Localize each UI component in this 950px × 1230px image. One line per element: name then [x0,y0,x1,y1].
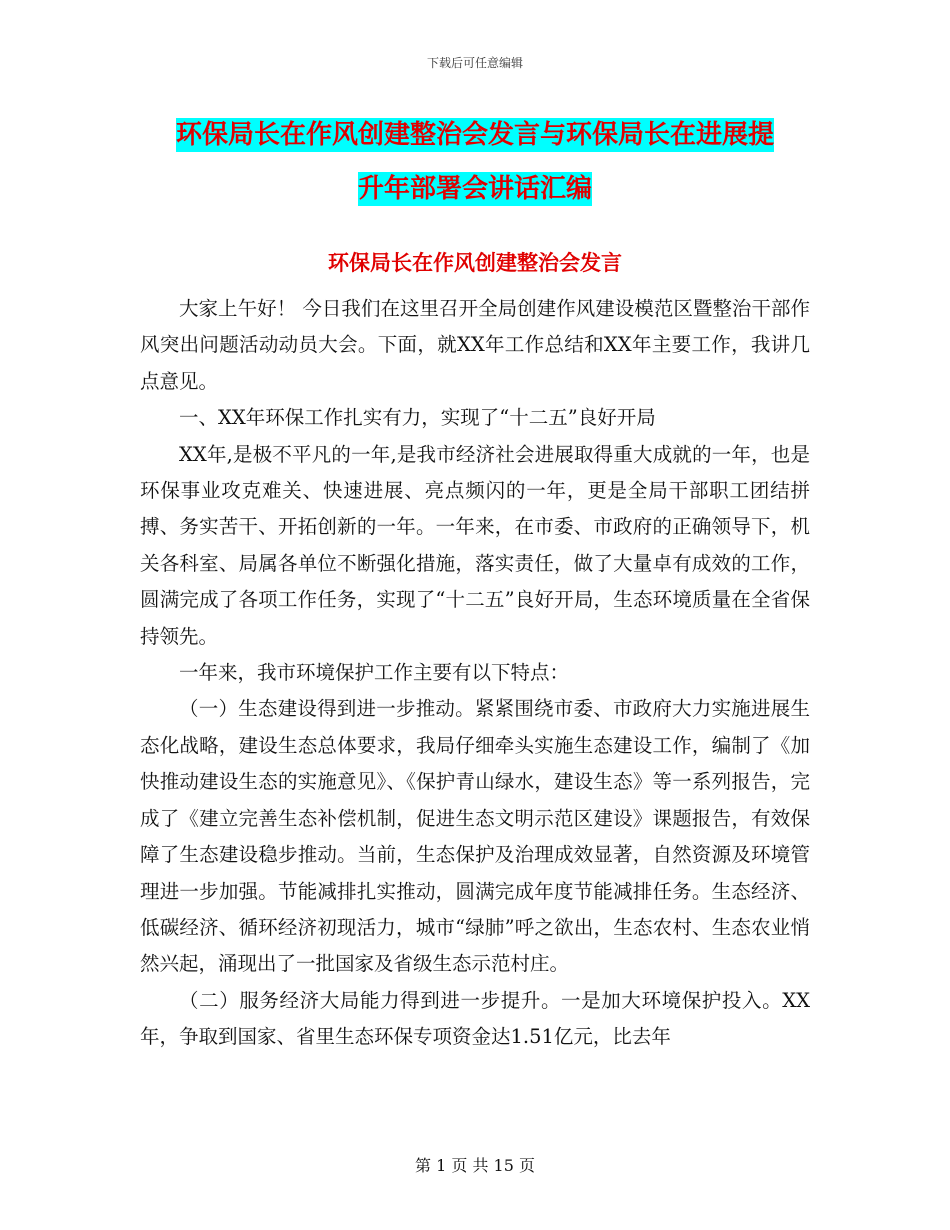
section-title: 环保局长在作风创建整治会发言 [328,251,622,275]
paragraph: XX年,是极不平凡的一年,是我市经济社会进展取得重大成就的一年，也是环保事业攻克难关、快速进展、亮点频闪的一年，更是全局干部职工团结拼搏、务实苦干、开拓创新的一年。一年来，在市委、市政府的正确领导下，机关各科室、局属各单位不断强化措施，落实责任，做了大量卓有成效的工作，圆满完成了各项工作任务，实现了“十二五”良好开局，生态环境质量在全省保持领先。 [140,442,810,648]
title-line-2: 升年部署会讲话汇编 [357,174,592,204]
paragraph: 大家上午好！ 今日我们在这里召开全局创建作风建设模范区暨整治干部作风突出问题活动动员大会。下面，就XX年工作总结和XX年主要工作，我讲几点意见。 [140,297,810,393]
document-body [140,291,810,1056]
title-line-1: 环保局长在作风创建整治会发言与环保局长在进展提 [175,120,774,150]
document-title [140,108,810,216]
paragraph: 一、XX年环保工作扎实有力，实现了“十二五”良好开局 [179,406,656,430]
page-footer: 第 1 页 共 15 页 [415,1156,535,1175]
paragraph: 一年来，我市环境保护工作主要有以下特点： [179,661,570,685]
paragraph: （一）生态建设得到进一步推动。紧紧围绕市委、市政府大力实施进展生态化战略，建设生态总体要求，我局仔细牵头实施生态建设工作，编制了《加快推动建设生态的实施意见》、《保护青山绿水，建设生态》等一系列报告，完成了《建立完善生态补偿机制，促进生态文明示范区建设》课题报告，有效保障了生态建设稳步推动。当前，生态保护及治理成效显著，自然资源及环境管理进一步加强。节能减排扎实推动，圆满完成年度节能减排任务。生态经济、低碳经济、循环经济初现活力，城市“绿肺”呼之欲出，生态农村、生态农业悄然兴起，涌现出了一批国家及省级生态示范村庄。 [140,697,810,976]
paragraph: （二）服务经济大局能力得到进一步提升。一是加大环境保护投入。XX年，争取到国家、省里生态环保专项资金达1.51亿元，比去年 [140,988,810,1049]
page-header: 下载后可任意编辑 [426,56,523,70]
